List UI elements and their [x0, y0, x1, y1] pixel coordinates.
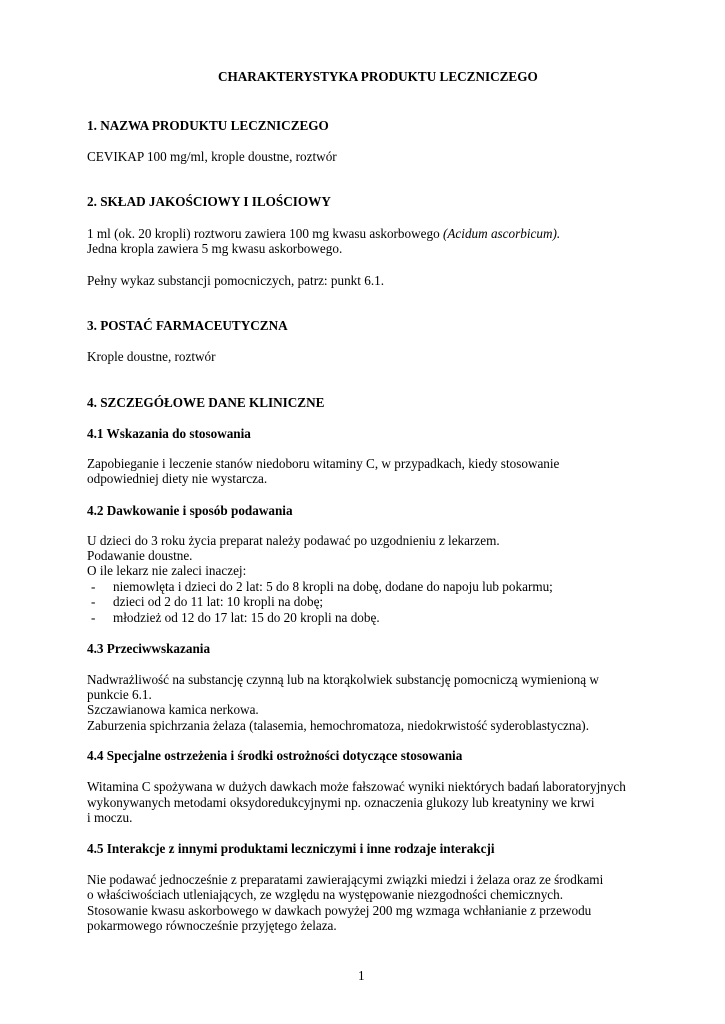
contraindications-line-1: Nadwrażliwość na substancję czynną lub na ktorąkolwiek substancję pomocniczą wymienioną w — [87, 672, 599, 687]
latin-name: (Acidum ascorbicum). — [442, 226, 561, 241]
section-4-heading: 4. SZCZEGÓŁOWE DANE KLINICZNE — [87, 395, 325, 410]
list-item-text: dzieci od 2 do 11 lat: 10 kropli na dobę; — [113, 594, 324, 609]
interactions-line-4: pokarmowego równocześnie przyjętego żelaza. — [87, 918, 337, 933]
list-dash: - — [91, 594, 96, 609]
document-title: CHARAKTERYSTYKA PRODUKTU LECZNICZEGO — [218, 69, 538, 84]
composition-line-1 — [87, 226, 647, 241]
section-2-heading: 2. SKŁAD JAKOŚCIOWY I ILOŚCIOWY — [87, 194, 331, 209]
pharmaceutical-form: Krople doustne, roztwór — [87, 349, 216, 364]
section-4-5-heading: 4.5 Interakcje z innymi produktami leczniczymi i inne rodzaje interakcji — [87, 841, 495, 856]
contraindications-line-4: Zaburzenia spichrzania żelaza (talasemia, hemochromatoza, niedokrwistość syderoblastyczna). — [87, 718, 589, 733]
indications-line-1: Zapobieganie i leczenie stanów niedoboru witaminy C, w przypadkach, kiedy stosowanie — [87, 456, 560, 471]
section-3-heading: 3. POSTAĆ FARMACEUTYCZNA — [87, 318, 288, 333]
interactions-line-3: Stosowanie kwasu askorbowego w dawkach powyżej 200 mg wzmaga wchłanianie z przewodu — [87, 903, 592, 918]
list-item — [87, 610, 647, 625]
list-item — [87, 579, 647, 594]
section-4-2-heading: 4.2 Dawkowanie i sposób podawania — [87, 503, 293, 518]
dosage-line-3: O ile lekarz nie zaleci inaczej: — [87, 563, 247, 578]
contraindications-line-2: punkcie 6.1. — [87, 687, 152, 702]
indications-line-2: odpowiedniej diety nie wystarcza. — [87, 471, 268, 486]
warnings-line-3: i moczu. — [87, 810, 133, 825]
composition-line-2: Jedna kropla zawiera 5 mg kwasu askorbowego. — [87, 241, 343, 256]
list-item-text: młodzież od 12 do 17 lat: 15 do 20 kropli na dobę. — [113, 610, 380, 625]
section-1-heading: 1. NAZWA PRODUKTU LECZNICZEGO — [87, 118, 329, 133]
list-item — [87, 594, 647, 609]
interactions-line-1: Nie podawać jednocześnie z preparatami zawierającymi związki miedzi i żelaza oraz ze środkami — [87, 872, 604, 887]
page-number: 1 — [358, 968, 365, 983]
list-item-text: niemowlęta i dzieci do 2 lat: 5 do 8 kropli na dobę, dodane do napoju lub pokarmu; — [113, 579, 553, 594]
list-dash: - — [91, 610, 96, 625]
section-4-4-heading: 4.4 Specjalne ostrzeżenia i środki ostrożności dotyczące stosowania — [87, 748, 463, 763]
interactions-line-2: o właściwościach utleniających, ze względu na występowanie niezgodności chemicznych. — [87, 887, 564, 902]
excipients-note: Pełny wykaz substancji pomocniczych, patrz: punkt 6.1. — [87, 273, 385, 288]
section-4-3-heading: 4.3 Przeciwwskazania — [87, 641, 211, 656]
section-4-1-heading: 4.1 Wskazania do stosowania — [87, 426, 251, 441]
warnings-line-1: Witamina C spożywana w dużych dawkach może fałszować wyniki niektórych badań laboratoryjnych — [87, 779, 626, 794]
warnings-line-2: wykonywanych metodami oksydoredukcyjnymi np. oznaczenia glukozy lub kreatyniny we krwi — [87, 795, 595, 810]
product-name: CEVIKAP 100 mg/ml, krople doustne, roztwór — [87, 149, 337, 164]
composition-text: 1 ml (ok. 20 kropli) roztworu zawiera 100 mg kwasu askorbowego — [87, 226, 443, 241]
list-dash: - — [91, 579, 96, 594]
dosage-line-2: Podawanie doustne. — [87, 548, 193, 563]
contraindications-line-3: Szczawianowa kamica nerkowa. — [87, 702, 259, 717]
dosage-line-1: U dzieci do 3 roku życia preparat należy podawać po uzgodnieniu z lekarzem. — [87, 533, 500, 548]
